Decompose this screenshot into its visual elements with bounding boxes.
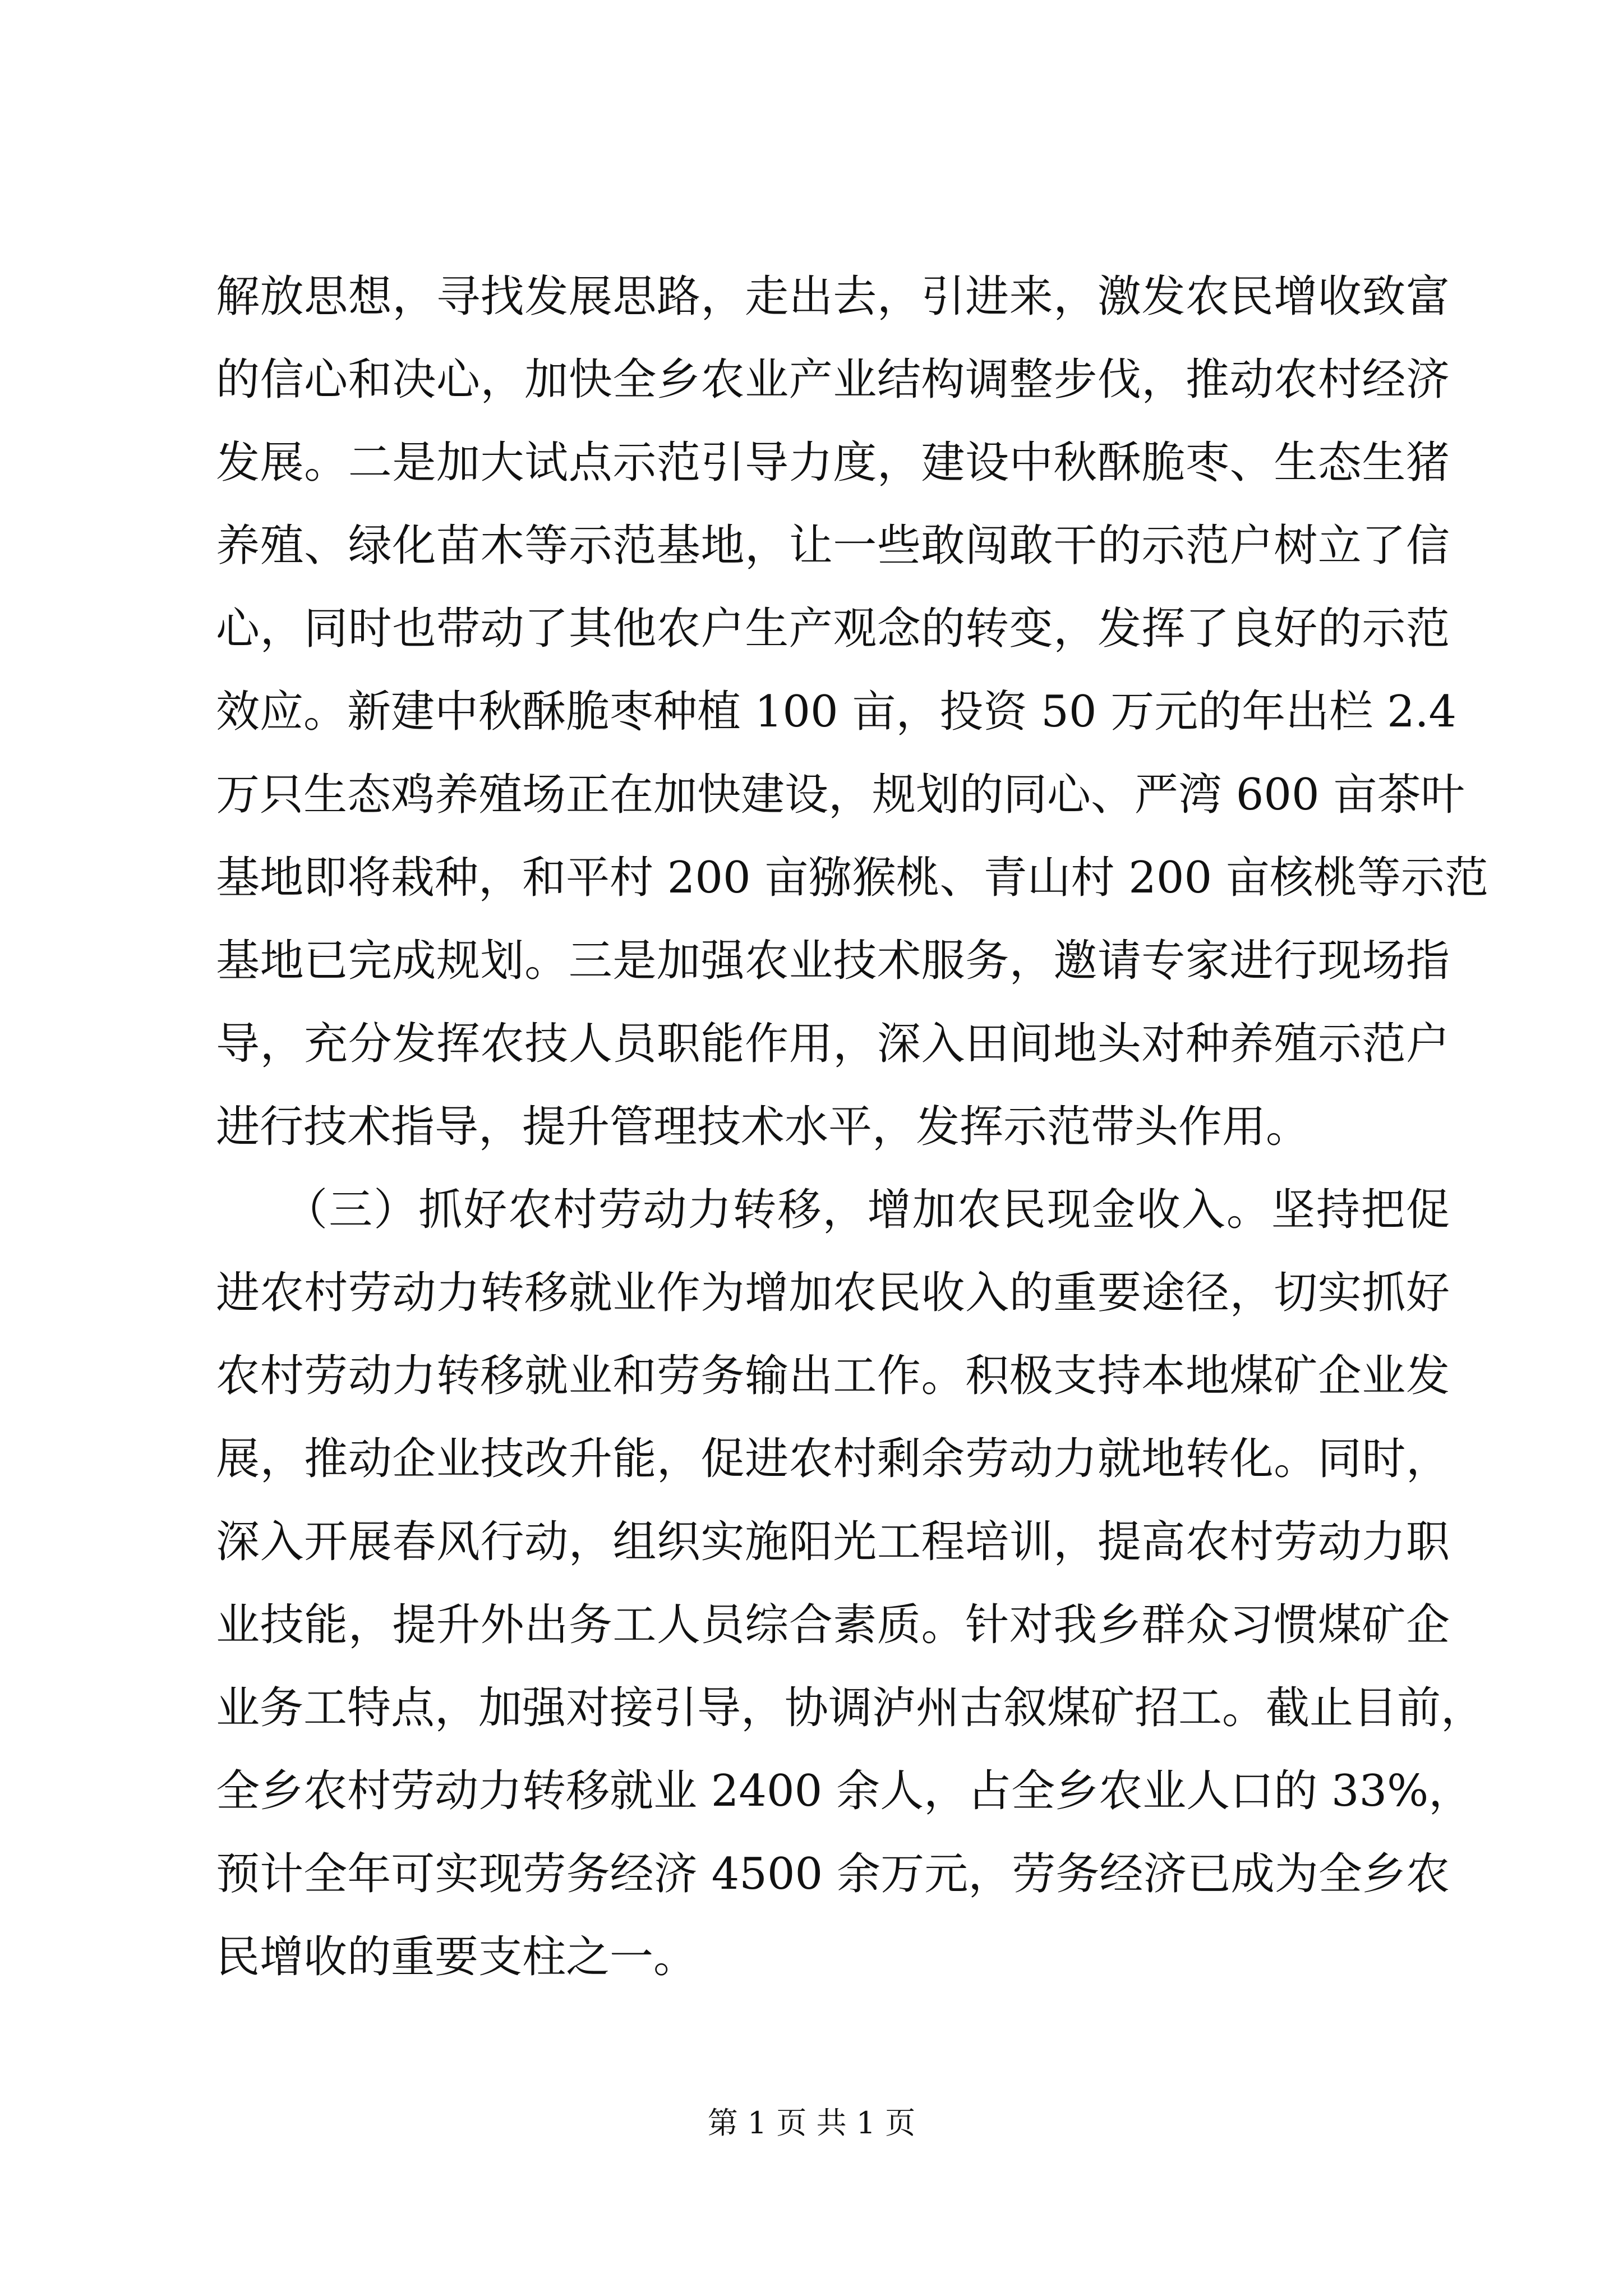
text-line: 展，推动企业技改升能，促进农村剩余劳动力就地转化。同时， (216, 1434, 1450, 1484)
text-line: 效应。新建中秋酥脆枣种植 100 亩，投资 50 万元的年出栏 2.4 (216, 687, 1457, 737)
text-line: 万只生态鸡养殖场正在加快建设，规划的同心、严湾 600 亩茶叶 (216, 770, 1465, 820)
text-line: 深入开展春风行动，组织实施阳光工程培训，提高农村劳动力职 (216, 1517, 1450, 1567)
text-line: 民增收的重要支柱之一。 (216, 1932, 698, 1982)
text-line: 导，充分发挥农技人员职能作用，深入田间地头对种养殖示范户 (216, 1019, 1450, 1069)
text-line: 进行技术指导，提升管理技术水平，发挥示范带头作用。 (216, 1102, 1310, 1152)
page-number: 第 1 页 共 1 页 (707, 2105, 916, 2141)
body-text (216, 255, 1488, 1999)
text-line: 发展。二是加大试点示范引导力度，建设中秋酥脆枣、生态生猪 (216, 438, 1450, 488)
text-line: 基地即将栽种，和平村 200 亩猕猴桃、青山村 200 亩核桃等示范 (216, 853, 1488, 903)
text-line: 业务工特点，加强对接引导，协调泸州古叙煤矿招工。截止目前， (216, 1683, 1485, 1733)
text-line: 全乡农村劳动力转移就业 2400 余人，占全乡农业人口的 33%， (216, 1766, 1473, 1816)
text-line: 解放思想，寻找发展思路，走出去，引进来，激发农民增收致富 (216, 272, 1450, 322)
page-footer (0, 2101, 1623, 2146)
text-line: 养殖、绿化苗木等示范基地，让一些敢闯敢干的示范户树立了信 (216, 521, 1450, 571)
text-line: 预计全年可实现劳务经济 4500 余万元，劳务经济已成为全乡农 (216, 1849, 1450, 1899)
text-line: 基地已完成规划。三是加强农业技术服务，邀请专家进行现场指 (216, 936, 1450, 986)
text-line: 业技能，提升外出务工人员综合素质。针对我乡群众习惯煤矿企 (216, 1600, 1450, 1650)
text-line: 的信心和决心，加快全乡农业产业结构调整步伐，推动农村经济 (216, 355, 1450, 405)
text-line: （三）抓好农村劳动力转移，增加农民现金收入。坚持把促 (216, 1185, 1450, 1235)
text-line: 农村劳动力转移就业和劳务输出工作。积极支持本地煤矿企业发 (216, 1351, 1450, 1401)
text-line: 心，同时也带动了其他农户生产观念的转变，发挥了良好的示范 (216, 604, 1450, 654)
text-line: 进农村劳动力转移就业作为增加农民收入的重要途径，切实抓好 (216, 1268, 1450, 1318)
